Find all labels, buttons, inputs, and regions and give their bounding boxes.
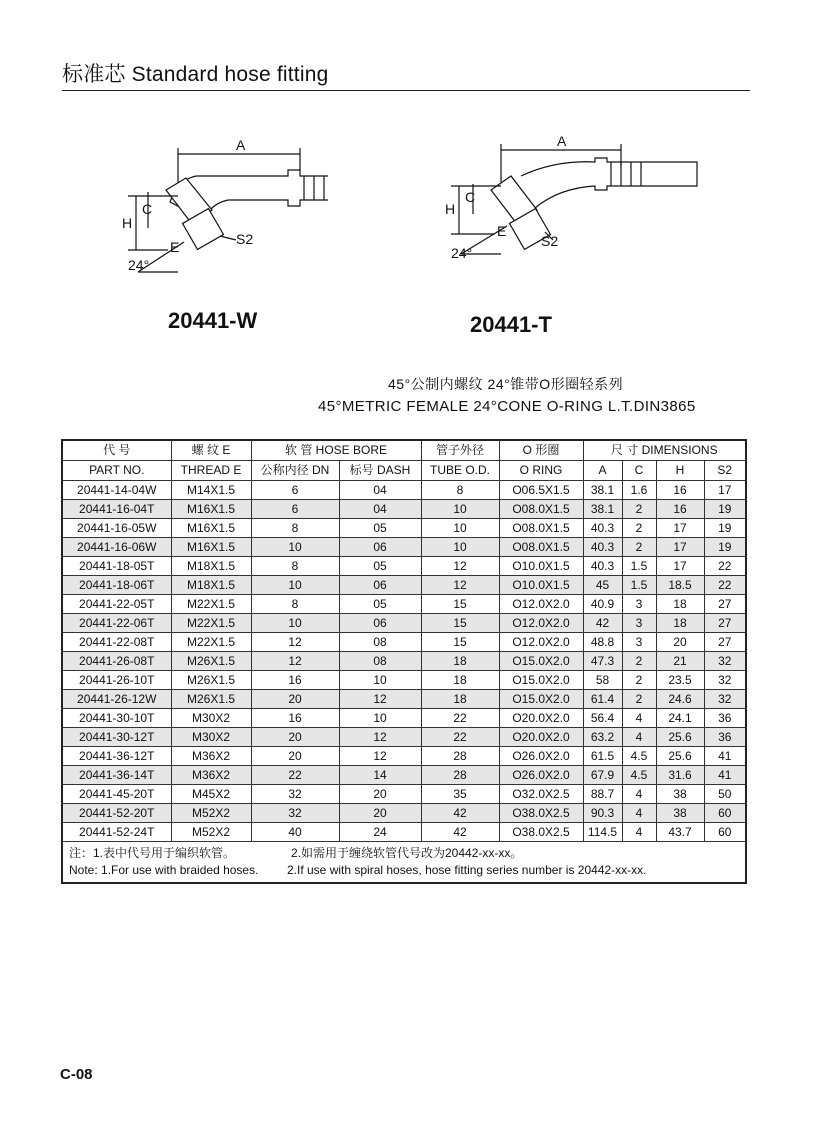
cell-tube-od: 18: [421, 671, 499, 690]
cell-dim-h: 18.5: [656, 576, 704, 595]
cell-thread: M26X1.5: [171, 690, 251, 709]
table-row: [62, 728, 746, 747]
cell-dash: 05: [339, 595, 421, 614]
cell-o-ring: O10.0X1.5: [499, 557, 583, 576]
cell-dim-c: 2: [622, 519, 656, 538]
cell-dash: 20: [339, 785, 421, 804]
table-header-row-1: [62, 440, 746, 461]
cell-part-no: 20441-18-05T: [62, 557, 171, 576]
page-code: C-08: [60, 1066, 93, 1083]
table-row: [62, 671, 746, 690]
cell-dim-a: 38.1: [583, 500, 622, 519]
cell-thread: M26X1.5: [171, 671, 251, 690]
table-row: [62, 633, 746, 652]
cell-dim-s2: 60: [704, 804, 746, 823]
angle-label: 24°: [451, 245, 473, 261]
table-row: [62, 519, 746, 538]
cell-dim-h: 17: [656, 557, 704, 576]
model-label-20441-t: 20441-T: [470, 312, 552, 337]
header-dim-c: C: [622, 461, 656, 481]
cell-dim-h: 31.6: [656, 766, 704, 785]
cell-dim-h: 21: [656, 652, 704, 671]
cell-dim-c: 4: [622, 804, 656, 823]
header-dn: 公称内径 DN: [251, 461, 339, 481]
cell-dim-c: 4.5: [622, 747, 656, 766]
cell-tube-od: 12: [421, 557, 499, 576]
dim-s2-label: S2: [236, 231, 254, 247]
cell-tube-od: 18: [421, 652, 499, 671]
cell-dn: 22: [251, 766, 339, 785]
dim-c-label: C: [142, 201, 153, 217]
cell-part-no: 20441-52-20T: [62, 804, 171, 823]
cell-tube-od: 22: [421, 728, 499, 747]
cell-tube-od: 28: [421, 766, 499, 785]
dim-h-label: H: [445, 201, 456, 217]
table-header-row-2: [62, 461, 746, 481]
cell-dash: 06: [339, 538, 421, 557]
cell-dim-a: 45: [583, 576, 622, 595]
table-row: [62, 481, 746, 500]
cell-thread: M18X1.5: [171, 557, 251, 576]
cell-dim-s2: 19: [704, 519, 746, 538]
cell-dn: 40: [251, 823, 339, 842]
cell-o-ring: O08.0X1.5: [499, 519, 583, 538]
cell-thread: M52X2: [171, 823, 251, 842]
cell-dim-c: 4.5: [622, 766, 656, 785]
cell-dim-a: 63.2: [583, 728, 622, 747]
table-row: [62, 595, 746, 614]
dim-s2-label: S2: [541, 233, 559, 249]
cell-part-no: 20441-30-10T: [62, 709, 171, 728]
cell-thread: M22X1.5: [171, 633, 251, 652]
cell-dim-a: 42: [583, 614, 622, 633]
cell-part-no: 20441-52-24T: [62, 823, 171, 842]
cell-thread: M22X1.5: [171, 595, 251, 614]
cell-tube-od: 15: [421, 614, 499, 633]
cell-o-ring: O20.0X2.0: [499, 709, 583, 728]
cell-dim-s2: 22: [704, 557, 746, 576]
cell-dim-c: 2: [622, 500, 656, 519]
cell-tube-od: 12: [421, 576, 499, 595]
cell-dash: 05: [339, 519, 421, 538]
cell-dim-s2: 32: [704, 690, 746, 709]
cell-part-no: 20441-26-08T: [62, 652, 171, 671]
cell-dim-h: 17: [656, 538, 704, 557]
cell-dim-c: 2: [622, 671, 656, 690]
cell-thread: M18X1.5: [171, 576, 251, 595]
cell-dim-c: 3: [622, 633, 656, 652]
cell-dim-c: 1.6: [622, 481, 656, 500]
cell-dim-h: 16: [656, 481, 704, 500]
cell-o-ring: O15.0X2.0: [499, 652, 583, 671]
cell-thread: M16X1.5: [171, 538, 251, 557]
cell-dim-s2: 41: [704, 747, 746, 766]
cell-dash: 08: [339, 652, 421, 671]
cell-dash: 04: [339, 500, 421, 519]
cell-tube-od: 10: [421, 538, 499, 557]
cell-dash: 04: [339, 481, 421, 500]
model-label-20441-w: 20441-W: [168, 308, 258, 333]
cell-dim-a: 56.4: [583, 709, 622, 728]
cell-dim-s2: 27: [704, 595, 746, 614]
cell-dash: 24: [339, 823, 421, 842]
table-row: [62, 823, 746, 842]
cell-dim-s2: 19: [704, 500, 746, 519]
cell-o-ring: O10.0X1.5: [499, 576, 583, 595]
cell-thread: M36X2: [171, 747, 251, 766]
table-row: [62, 747, 746, 766]
dim-h-label: H: [122, 215, 133, 231]
cell-dim-s2: 19: [704, 538, 746, 557]
cell-dim-a: 38.1: [583, 481, 622, 500]
header-dim-s2: S2: [704, 461, 746, 481]
cell-dim-s2: 50: [704, 785, 746, 804]
table-row: [62, 709, 746, 728]
table-row: [62, 500, 746, 519]
cell-tube-od: 15: [421, 595, 499, 614]
series-title-cn: 45°公制内螺纹 24°锥带O形圈轻系列: [388, 376, 624, 392]
header-oring-cn: O 形圈: [499, 440, 583, 461]
cell-dim-s2: 17: [704, 481, 746, 500]
cell-dim-h: 43.7: [656, 823, 704, 842]
table-row: [62, 538, 746, 557]
cell-dim-c: 1.5: [622, 557, 656, 576]
header-thread-cn: 螺 纹 E: [171, 440, 251, 461]
cell-o-ring: O15.0X2.0: [499, 671, 583, 690]
header-thread-en: THREAD E: [171, 461, 251, 481]
angle-label: 24°: [128, 257, 150, 273]
cell-tube-od: 18: [421, 690, 499, 709]
cell-dn: 32: [251, 804, 339, 823]
cell-dim-a: 48.8: [583, 633, 622, 652]
cell-dim-a: 61.5: [583, 747, 622, 766]
cell-part-no: 20441-22-05T: [62, 595, 171, 614]
cell-thread: M26X1.5: [171, 652, 251, 671]
header-tube-en: TUBE O.D.: [421, 461, 499, 481]
cell-dash: 12: [339, 747, 421, 766]
cell-tube-od: 42: [421, 823, 499, 842]
cell-dim-c: 3: [622, 614, 656, 633]
cell-o-ring: O38.0X2.5: [499, 823, 583, 842]
cell-o-ring: O32.0X2.5: [499, 785, 583, 804]
cell-dim-a: 40.9: [583, 595, 622, 614]
header-part-cn: 代 号: [62, 440, 171, 461]
cell-dim-a: 47.3: [583, 652, 622, 671]
dim-a-label: A: [236, 137, 246, 153]
cell-dn: 8: [251, 519, 339, 538]
cell-dim-h: 24.6: [656, 690, 704, 709]
cell-dim-h: 17: [656, 519, 704, 538]
cell-dim-h: 25.6: [656, 728, 704, 747]
cell-dim-c: 4: [622, 823, 656, 842]
cell-dn: 32: [251, 785, 339, 804]
cell-dim-a: 114.5: [583, 823, 622, 842]
cell-part-no: 20441-45-20T: [62, 785, 171, 804]
table-body: [62, 481, 746, 842]
table-row: [62, 614, 746, 633]
table-row: [62, 652, 746, 671]
fitting-drawing-20441-w: [108, 132, 328, 282]
header-dim-h: H: [656, 461, 704, 481]
cell-dash: 20: [339, 804, 421, 823]
dim-a-label: A: [557, 133, 567, 149]
cell-thread: M45X2: [171, 785, 251, 804]
cell-dim-h: 25.6: [656, 747, 704, 766]
cell-dn: 20: [251, 747, 339, 766]
cell-dn: 16: [251, 709, 339, 728]
cell-dn: 20: [251, 728, 339, 747]
cell-dash: 10: [339, 671, 421, 690]
cell-dim-h: 18: [656, 595, 704, 614]
cell-dim-a: 61.4: [583, 690, 622, 709]
cell-thread: M16X1.5: [171, 519, 251, 538]
cell-dim-a: 90.3: [583, 804, 622, 823]
cell-dash: 12: [339, 728, 421, 747]
notes-en: [69, 862, 739, 879]
series-title-en: 45°METRIC FEMALE 24°CONE O-RING L.T.DIN3865: [318, 398, 696, 415]
cell-part-no: 20441-36-12T: [62, 747, 171, 766]
table-row: [62, 557, 746, 576]
cell-o-ring: O06.5X1.5: [499, 481, 583, 500]
cell-dim-a: 40.3: [583, 557, 622, 576]
cell-dn: 8: [251, 595, 339, 614]
cell-thread: M52X2: [171, 804, 251, 823]
cell-dim-s2: 60: [704, 823, 746, 842]
cell-dash: 12: [339, 690, 421, 709]
cell-dn: 10: [251, 614, 339, 633]
cell-dim-s2: 27: [704, 633, 746, 652]
cell-tube-od: 10: [421, 500, 499, 519]
header-dimensions: 尺 寸 DIMENSIONS: [583, 440, 746, 461]
cell-dash: 05: [339, 557, 421, 576]
cell-dn: 12: [251, 633, 339, 652]
cell-dash: 06: [339, 614, 421, 633]
cell-part-no: 20441-16-06W: [62, 538, 171, 557]
cell-dn: 6: [251, 500, 339, 519]
cell-dim-s2: 22: [704, 576, 746, 595]
cell-dim-s2: 36: [704, 728, 746, 747]
table-row: [62, 785, 746, 804]
fitting-drawing-20441-t: [425, 128, 705, 268]
cell-thread: M30X2: [171, 709, 251, 728]
cell-dash: 14: [339, 766, 421, 785]
cell-thread: M14X1.5: [171, 481, 251, 500]
cell-dim-s2: 36: [704, 709, 746, 728]
cell-dim-c: 2: [622, 652, 656, 671]
cell-dash: 10: [339, 709, 421, 728]
cell-dn: 20: [251, 690, 339, 709]
cell-part-no: 20441-16-04T: [62, 500, 171, 519]
header-oring-en: O RING: [499, 461, 583, 481]
cell-part-no: 20441-16-05W: [62, 519, 171, 538]
cell-part-no: 20441-18-06T: [62, 576, 171, 595]
cell-part-no: 20441-26-12W: [62, 690, 171, 709]
cell-tube-od: 8: [421, 481, 499, 500]
cell-dim-h: 38: [656, 804, 704, 823]
cell-o-ring: O12.0X2.0: [499, 595, 583, 614]
cell-dn: 10: [251, 538, 339, 557]
notes-row: [62, 842, 746, 884]
cell-dim-c: 4: [622, 728, 656, 747]
cell-dim-s2: 41: [704, 766, 746, 785]
cell-dim-a: 58: [583, 671, 622, 690]
cell-o-ring: O08.0X1.5: [499, 500, 583, 519]
cell-tube-od: 10: [421, 519, 499, 538]
cell-dim-h: 16: [656, 500, 704, 519]
cell-thread: M30X2: [171, 728, 251, 747]
cell-dim-h: 38: [656, 785, 704, 804]
header-dash: 标号 DASH: [339, 461, 421, 481]
notes-cn: [69, 845, 739, 862]
cell-part-no: 20441-30-12T: [62, 728, 171, 747]
cell-dim-h: 24.1: [656, 709, 704, 728]
cell-tube-od: 42: [421, 804, 499, 823]
note-cn-2: 2.如需用于缠绕软管代号改为20442-xx-xx。: [291, 846, 523, 860]
cell-o-ring: O08.0X1.5: [499, 538, 583, 557]
note-en-2: 2.If use with spiral hoses, hose fitting series number is 20442-xx-xx.: [287, 863, 647, 877]
cell-thread: M16X1.5: [171, 500, 251, 519]
cell-dim-c: 4: [622, 785, 656, 804]
header-tube-cn: 管子外径: [421, 440, 499, 461]
table-row: [62, 766, 746, 785]
cell-o-ring: O20.0X2.0: [499, 728, 583, 747]
spec-table: [61, 439, 747, 884]
cell-dim-a: 40.3: [583, 519, 622, 538]
notes-cell: [62, 842, 746, 884]
cell-part-no: 20441-22-08T: [62, 633, 171, 652]
cell-dim-s2: 32: [704, 671, 746, 690]
cell-dim-c: 2: [622, 690, 656, 709]
page-title: 标准芯 Standard hose fitting: [62, 63, 329, 86]
table-row: [62, 804, 746, 823]
table-row: [62, 690, 746, 709]
cell-o-ring: O26.0X2.0: [499, 766, 583, 785]
cell-dn: 8: [251, 557, 339, 576]
cell-dn: 10: [251, 576, 339, 595]
header-dim-a: A: [583, 461, 622, 481]
cell-dim-c: 3: [622, 595, 656, 614]
dim-e-label: E: [497, 223, 507, 239]
cell-o-ring: O12.0X2.0: [499, 633, 583, 652]
cell-dim-a: 67.9: [583, 766, 622, 785]
cell-part-no: 20441-36-14T: [62, 766, 171, 785]
cell-dim-s2: 32: [704, 652, 746, 671]
cell-dim-h: 23.5: [656, 671, 704, 690]
cell-thread: M22X1.5: [171, 614, 251, 633]
cell-dn: 16: [251, 671, 339, 690]
cell-dim-h: 20: [656, 633, 704, 652]
cell-part-no: 20441-26-10T: [62, 671, 171, 690]
cell-dim-a: 40.3: [583, 538, 622, 557]
cell-dim-c: 4: [622, 709, 656, 728]
cell-dim-s2: 27: [704, 614, 746, 633]
cell-dim-h: 18: [656, 614, 704, 633]
header-hose-bore: 软 管 HOSE BORE: [251, 440, 421, 461]
table-row: [62, 576, 746, 595]
cell-tube-od: 22: [421, 709, 499, 728]
cell-dim-c: 1.5: [622, 576, 656, 595]
cell-dim-a: 88.7: [583, 785, 622, 804]
cell-dim-c: 2: [622, 538, 656, 557]
cell-part-no: 20441-22-06T: [62, 614, 171, 633]
cell-tube-od: 15: [421, 633, 499, 652]
cell-dn: 12: [251, 652, 339, 671]
cell-tube-od: 35: [421, 785, 499, 804]
cell-thread: M36X2: [171, 766, 251, 785]
dim-c-label: C: [465, 189, 476, 205]
cell-dn: 6: [251, 481, 339, 500]
cell-dash: 06: [339, 576, 421, 595]
cell-o-ring: O15.0X2.0: [499, 690, 583, 709]
note-en-1: Note: 1.For use with braided hoses.: [69, 863, 259, 877]
cell-dash: 08: [339, 633, 421, 652]
header-divider: [62, 90, 750, 91]
header-part-en: PART NO.: [62, 461, 171, 481]
dim-e-label: E: [170, 239, 180, 255]
cell-o-ring: O12.0X2.0: [499, 614, 583, 633]
cell-part-no: 20441-14-04W: [62, 481, 171, 500]
cell-tube-od: 28: [421, 747, 499, 766]
note-cn-1: 注：1.表中代号用于编织软管。: [69, 846, 236, 860]
cell-o-ring: O38.0X2.5: [499, 804, 583, 823]
cell-o-ring: O26.0X2.0: [499, 747, 583, 766]
